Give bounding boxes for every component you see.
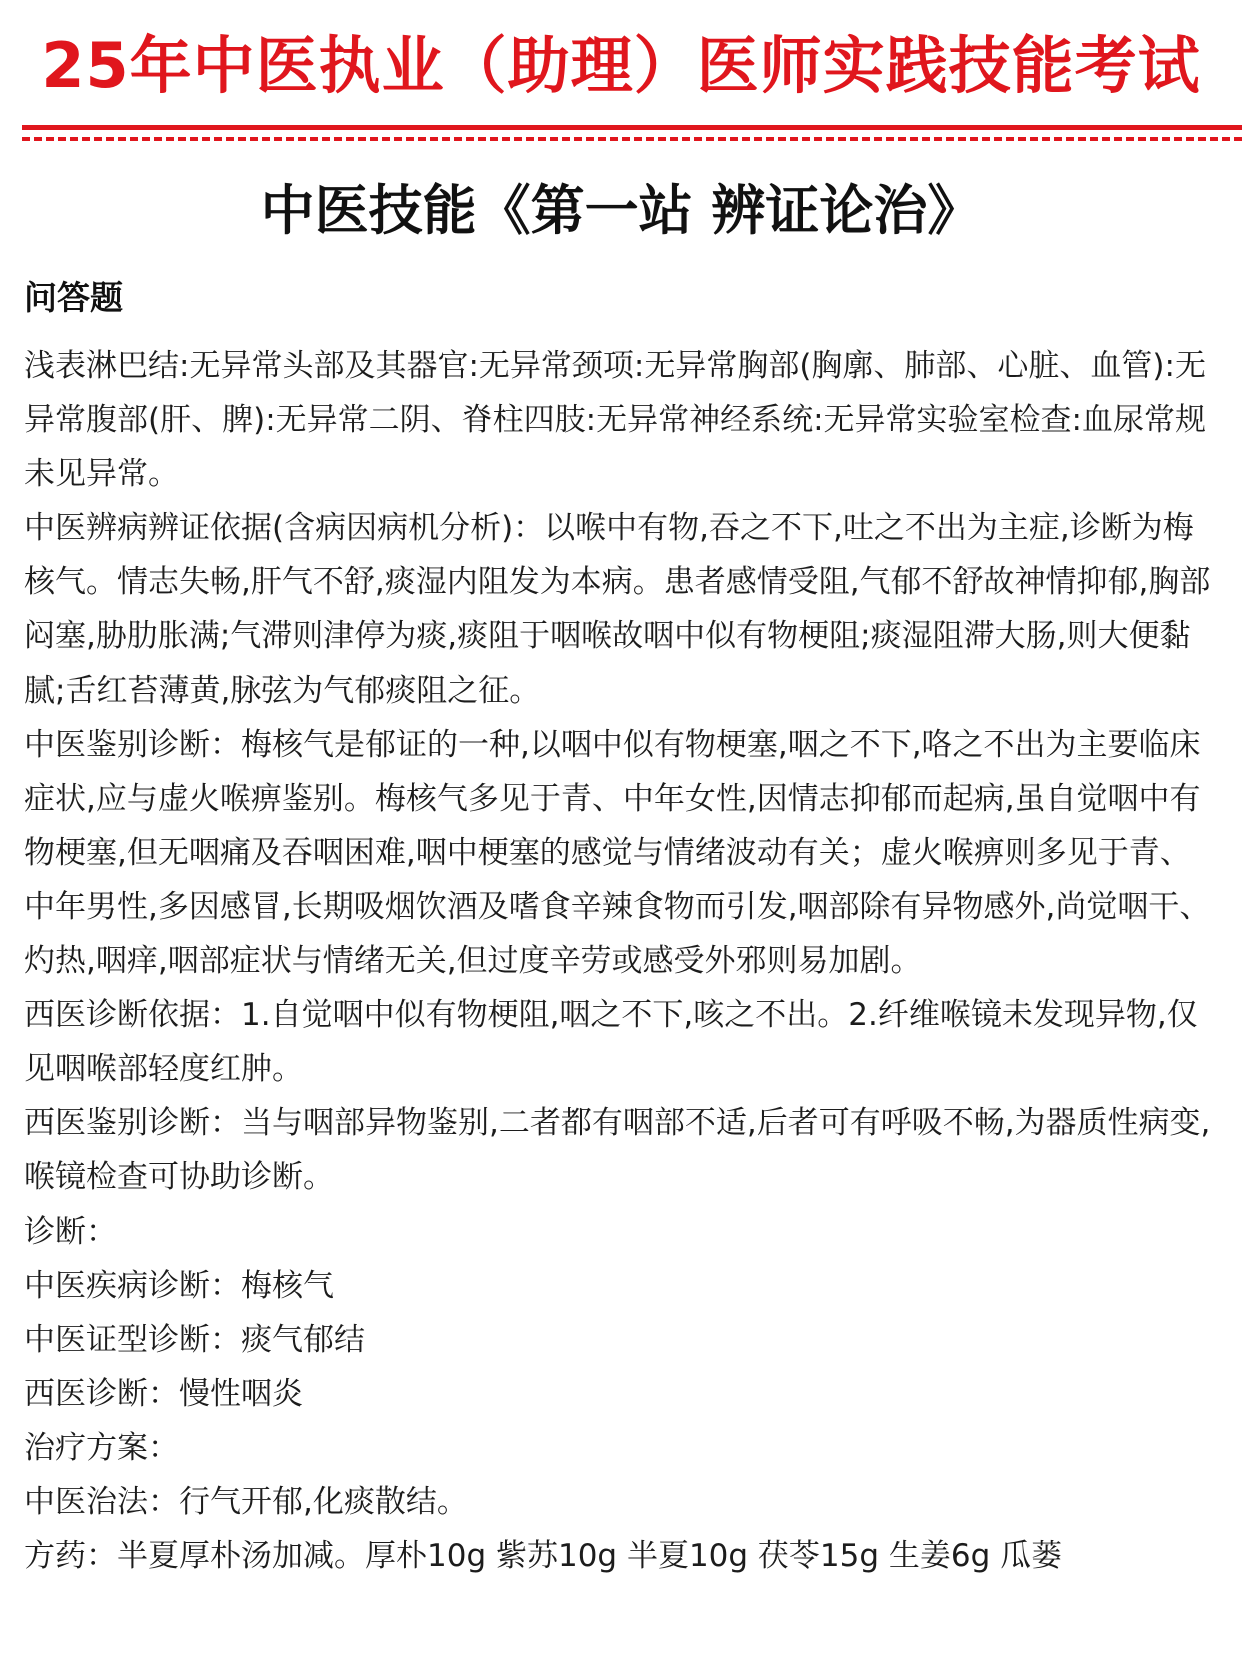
tcm-differential-paragraph: 中医鉴别诊断：梅核气是郁证的一种,以咽中似有物梗塞,咽之不下,咯之不出为主要临床症状,应与虚火喉痹鉴别。梅核气多见于青、中年女性,因情志抑郁而起病,虽自觉咽中有物梗塞,但无咽痛及吞咽困难,咽中梗塞的感觉与情绪波动有关；虚火喉痹则多见于青、中年男性,多因感冒,长期吸烟饮酒及嗜食辛辣食物而引发,咽部除有异物感外,尚觉咽干、灼热,咽痒,咽部症状与情绪无关,但过度辛劳或感受外邪则易加剧。: [24, 726, 1211, 980]
answer-body: [24, 339, 1220, 1583]
tcm-syndrome-diagnosis: 中医证型诊断：痰气郁结: [24, 1321, 365, 1358]
page-title: 25年中医执业（助理）医师实践技能考试: [41, 29, 1201, 102]
wm-differential-paragraph: 西医鉴别诊断：当与咽部异物鉴别,二者都有咽部不适,后者可有呼吸不畅,为器质性病变,喉镜检查可协助诊断。: [24, 1105, 1211, 1196]
treatment-heading: 治疗方案：: [24, 1429, 179, 1466]
prescription-line: 方药：半夏厚朴汤加减。厚朴10g 紫苏10g 半夏10g 茯苓15g 生姜6g 瓜蒌: [24, 1538, 1063, 1575]
diagnosis-heading: 诊断：: [24, 1213, 117, 1250]
title-divider-dashed: [22, 137, 1242, 141]
question-type-label: 问答题: [24, 278, 123, 317]
wm-diagnosis: 西医诊断：慢性咽炎: [24, 1375, 303, 1412]
tcm-disease-diagnosis: 中医疾病诊断：梅核气: [24, 1267, 334, 1304]
exam-findings-paragraph: 浅表淋巴结:无异常头部及其器官:无异常颈项:无异常胸部(胸廓、肺部、心脏、血管):无异常腹部(肝、脾):无异常二阴、脊柱四肢:无异常神经系统:无异常实验室检查:血尿常规未见异常。: [24, 348, 1206, 493]
tcm-treatment-method: 中医治法：行气开郁,化痰散结。: [24, 1483, 468, 1520]
wm-diagnosis-basis-paragraph: 西医诊断依据：1.自觉咽中似有物梗阻,咽之不下,咳之不出。2.纤维喉镜未发现异物,仅见咽喉部轻度红肿。: [24, 997, 1198, 1088]
tcm-diagnosis-basis-paragraph: 中医辨病辨证依据(含病因病机分析)：以喉中有物,吞之不下,吐之不出为主症,诊断为梅核气。情志失畅,肝气不舒,痰湿内阻发为本病。患者感情受阻,气郁不舒故神情抑郁,胸部闷塞,胁肋胀满;气滞则津停为痰,痰阻于咽喉故咽中似有物梗阻;痰湿阻滞大肠,则大便黏腻;舌红苔薄黄,脉弦为气郁痰阻之征。: [24, 510, 1211, 709]
section-title: 中医技能《第一站 辨证论治》: [260, 178, 982, 242]
title-divider-solid: [22, 125, 1242, 130]
